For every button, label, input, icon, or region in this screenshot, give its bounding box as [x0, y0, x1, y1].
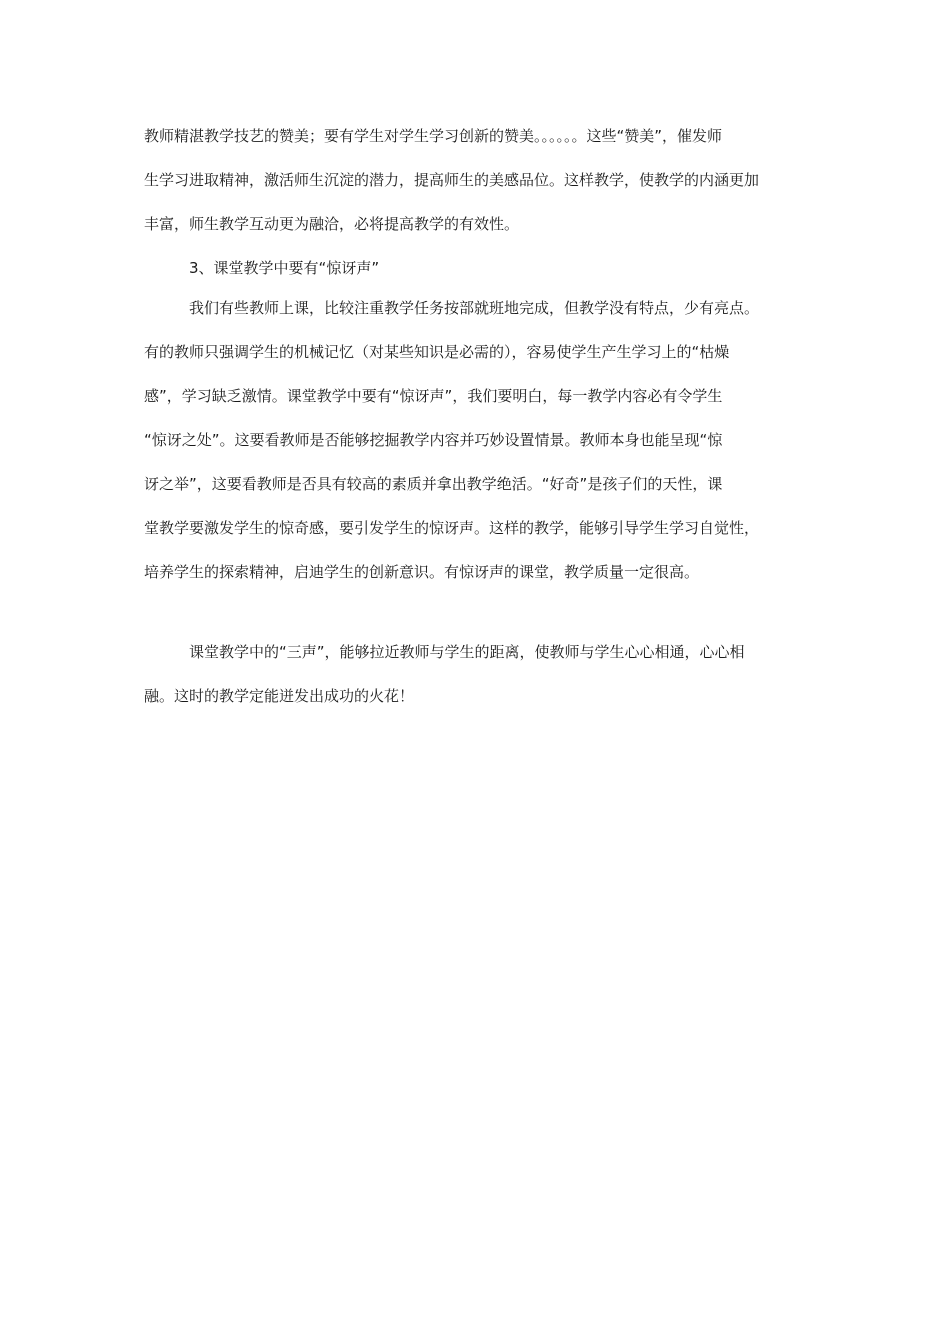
text-line: 我们有些教师上课，比较注重教学任务按部就班地完成，但教学没有特点，少有亮点。 [189, 299, 760, 317]
text-line: 生学习进取精神，激活师生沉淀的潜力，提高师生的美感品位。这样教学，使教学的内涵更加 [144, 171, 760, 189]
text-line: 讶之举”，这要看教师是否具有较高的素质并拿出教学绝活。“好奇”是孩子们的天性，课 [144, 475, 723, 493]
text-line: 课堂教学中的“三声”，能够拉近教师与学生的距离，使教师与学生心心相通，心心相 [189, 643, 745, 661]
heading-text: 3、课堂教学中要有“惊讶声” [189, 259, 380, 277]
paragraph-conclusion [144, 630, 812, 718]
text-line: 丰富，师生教学互动更为融洽，必将提高教学的有效性。 [144, 215, 520, 233]
text-line: “惊讶之处”。这要看教师是否能够挖掘教学内容并巧妙设置情景。教师本身也能呈现“惊 [144, 431, 723, 449]
section-heading-3 [144, 246, 812, 290]
text-line: 融。这时的教学定能迸发出成功的火花！ [144, 687, 415, 705]
text-line: 有的教师只强调学生的机械记忆（对某些知识是必需的），容易使学生产生学习上的“枯燥 [144, 343, 730, 361]
text-line: 堂教学要激发学生的惊奇感，要引发学生的惊讶声。这样的教学，能够引导学生学习自觉性， [144, 519, 760, 537]
text-line: 感”，学习缺乏激情。课堂教学中要有“惊讶声”，我们要明白，每一教学内容必有令学生 [144, 387, 723, 405]
paragraph-surprise [144, 286, 812, 594]
text-line: 培养学生的探索精神，启迪学生的创新意识。有惊讶声的课堂，教学质量一定很高。 [144, 563, 700, 581]
text-line: 教师精湛教学技艺的赞美；要有学生对学生学习创新的赞美。。。。。。这些“赞美”，催发师 [144, 127, 723, 145]
paragraph-praise-continuation [144, 114, 812, 246]
